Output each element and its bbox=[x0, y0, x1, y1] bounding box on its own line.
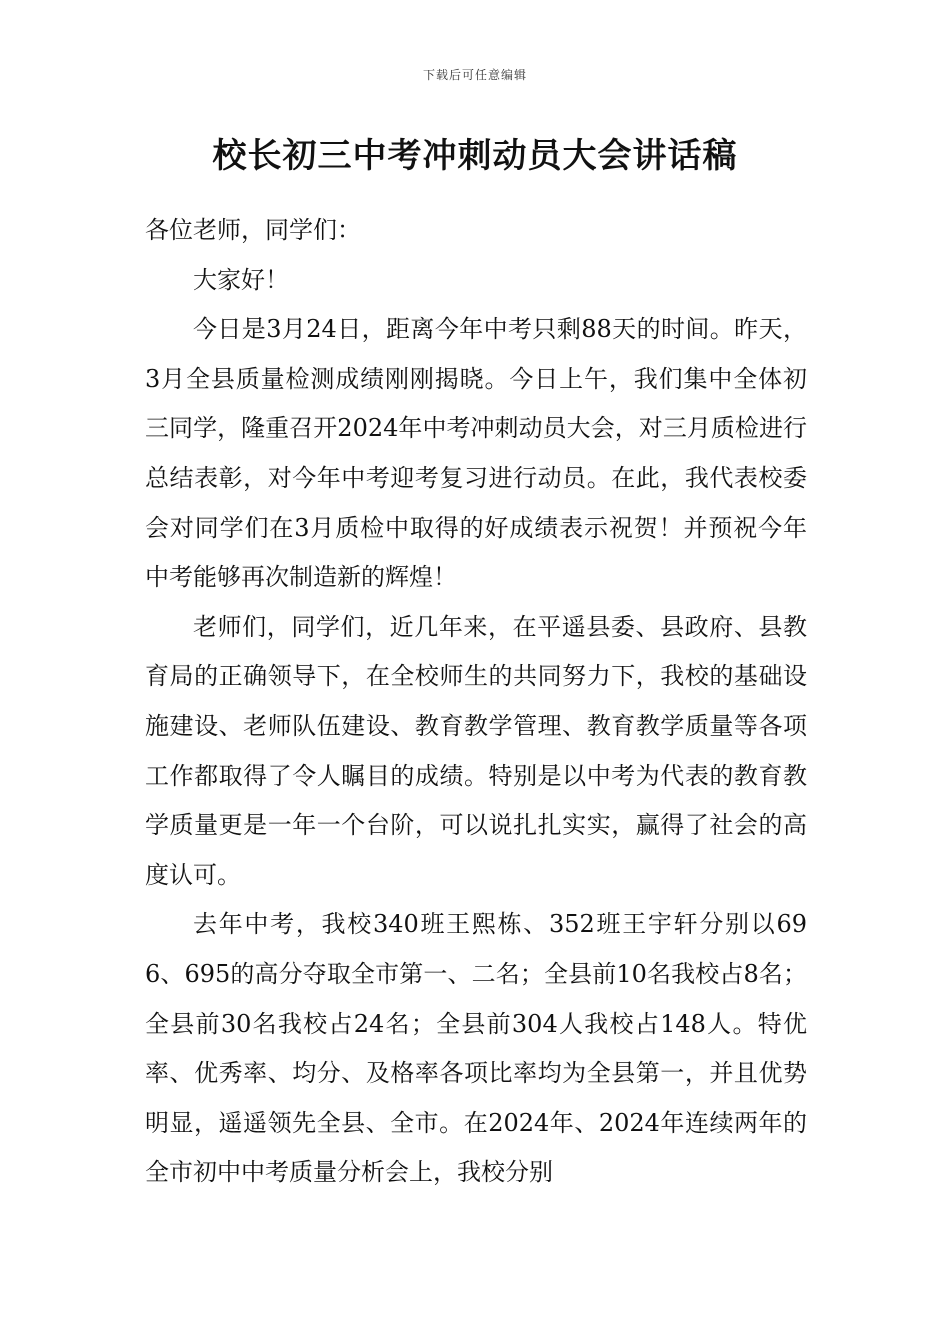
paragraph-achievements: 老师们，同学们，近几年来，在平遥县委、县政府、县教育局的正确领导下，在全校师生的共同努力下，我校的基础设施建设、老师队伍建设、教育教学管理、教育教学质量等各项工作都取得了令人瞩目的成绩。特别是以中考为代表的教育教学质量更是一年一个台阶，可以说扎扎实实，赢得了社会的高度认可。 bbox=[145, 612, 807, 889]
paragraph-exam-results: 去年中考，我校340班王熙栋、352班王宇轩分别以696、695的高分夺取全市第一、二名；全县前10名我校占8名；全县前30名我校占24名；全县前304人我校占148人。特优率、优秀率、均分、及格率各项比率均为全县第一，并且优势明显，遥遥领先全县、全市。在2024年、2024年连续两年的全市初中中考质量分析会上，我校分别 bbox=[145, 910, 807, 1187]
salutation: 各位老师，同学们： bbox=[145, 216, 361, 244]
paragraph-introduction: 今日是3月24日，距离今年中考只剩88天的时间。昨天，3月全县质量检测成绩刚刚揭晓。今日上午，我们集中全体初三同学，隆重召开2024年中考冲刺动员大会，对三月质检进行总结表彰，对今年中考迎考复习进行动员。在此，我代表校委会对同学们在3月质检中取得的好成绩表示祝贺！并预祝今年中考能够再次制造新的辉煌！ bbox=[145, 315, 807, 592]
document-title: 校长初三中考冲刺动员大会讲话稿 bbox=[212, 136, 738, 176]
paragraph-greeting: 大家好！ bbox=[193, 265, 289, 294]
document-body bbox=[145, 206, 807, 1198]
page-header-note: 下载后可任意编辑 bbox=[422, 68, 527, 82]
